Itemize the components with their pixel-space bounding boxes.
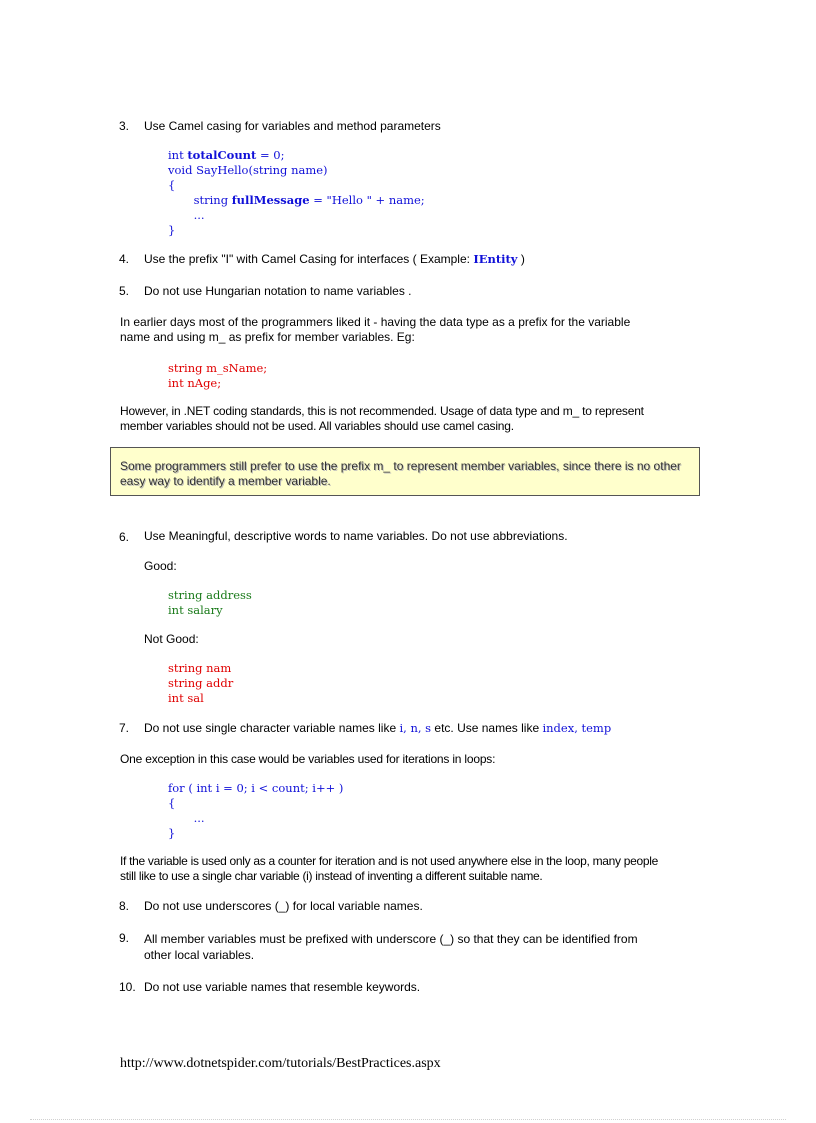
list-number: 5. [119, 284, 130, 298]
code-line: string m_sName; [168, 361, 268, 375]
code-line: int nAge; [168, 376, 222, 390]
guideline-text: Do not use variable names that resemble keywords. [144, 980, 421, 994]
guideline-text: Do not use underscores (_) for local variable names. [144, 899, 423, 913]
code-line: } [168, 223, 176, 237]
list-number: 10. [119, 980, 136, 994]
code-text: = 0; [256, 148, 285, 162]
inline-code: i, n, s [399, 721, 432, 735]
paragraph-line: If the variable is used only as a counter for iteration and is not used anywhere else in the loop, many people [120, 854, 659, 868]
paragraph [120, 854, 658, 884]
guideline-line: All member variables must be prefixed with underscore (_) so that they can be identified from [144, 932, 638, 946]
note-line: Some programmers still prefer to use the prefix m_ to represent member variables, since there is no other [120, 459, 681, 473]
code-block [168, 361, 267, 391]
note-box [110, 447, 700, 496]
code-line: for ( int i = 0; i < count; i++ ) [168, 781, 344, 795]
code-line: ... [193, 208, 205, 222]
footer-url: http://www.dotnetspider.com/tutorials/BestPractices.aspx [120, 1056, 441, 1071]
guideline-line: other local variables. [144, 948, 255, 962]
guideline-text-part: etc. Use names like [431, 721, 543, 735]
guideline-text: Do not use Hungarian notation to name variables . [144, 284, 412, 298]
list-number: 6. [119, 530, 130, 544]
list-number: 8. [119, 899, 130, 913]
code-line: void SayHello(string name) [168, 163, 328, 177]
code-block [168, 781, 343, 841]
code-line: string nam [168, 661, 232, 675]
code-block [168, 148, 425, 238]
guideline-text: Use Camel casing for variables and method parameters [144, 119, 441, 133]
paragraph [120, 315, 630, 345]
not-good-label: Not Good: [144, 632, 199, 646]
code-block [168, 588, 252, 618]
guideline-text [144, 721, 611, 735]
code-block [168, 661, 233, 706]
code-line: } [168, 826, 176, 840]
guideline-text [144, 931, 638, 963]
code-line: ... [193, 811, 205, 825]
note-line: easy way to identify a member variable. [120, 474, 331, 488]
paragraph-line: However, in .NET coding standards, this is not recommended. Usage of data type and m_ to represent [120, 404, 644, 418]
code-line: int salary [168, 603, 223, 617]
code-identifier: totalCount [187, 148, 257, 162]
code-line: { [168, 796, 176, 810]
paragraph: One exception in this case would be variables used for iterations in loops: [120, 752, 496, 766]
good-label: Good: [144, 559, 177, 573]
code-identifier: fullMessage [231, 193, 310, 207]
code-keyword: string [193, 193, 229, 207]
code-line: string addr [168, 676, 234, 690]
page-bottom-divider [30, 1119, 786, 1120]
code-line: string address [168, 588, 252, 602]
guideline-text-part: ) [517, 252, 525, 266]
guideline-text-part: Do not use single character variable names like [144, 721, 400, 735]
code-text: = "Hello " + name; [309, 193, 425, 207]
list-number: 4. [119, 252, 130, 266]
code-keyword: int [168, 148, 184, 162]
paragraph-line: In earlier days most of the programmers liked it - having the data type as a prefix for the variable [120, 315, 631, 329]
paragraph-line: member variables should not be used. All variables should use camel casing. [120, 419, 514, 433]
guideline-text-part: Use the prefix "I" with Camel Casing for interfaces ( Example: [144, 252, 474, 266]
code-line: int sal [168, 691, 204, 705]
inline-code: index, temp [542, 721, 612, 735]
inline-code: IEntity [473, 252, 518, 266]
list-number: 7. [119, 721, 130, 735]
list-number: 9. [119, 931, 130, 945]
paragraph-line: still like to use a single char variable (i) instead of inventing a different suitable name. [120, 869, 543, 883]
paragraph-line: name and using m_ as prefix for member variables. Eg: [120, 330, 415, 344]
guideline-text [144, 252, 525, 266]
code-line: { [168, 178, 176, 192]
paragraph [120, 404, 644, 434]
guideline-text: Use Meaningful, descriptive words to name variables. Do not use abbreviations. [144, 529, 568, 543]
list-number: 3. [119, 119, 130, 133]
